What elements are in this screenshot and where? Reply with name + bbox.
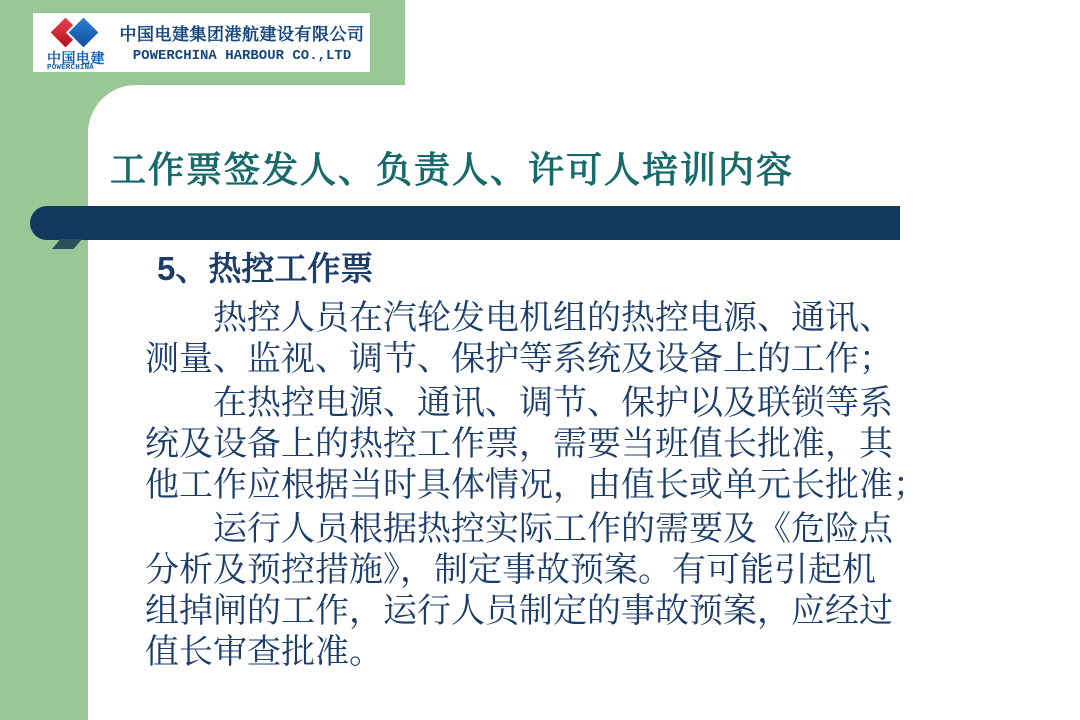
company-name-zh: 中国电建集团港航建设有限公司	[119, 25, 365, 44]
body-line: 分析及预控措施》，制定事故预案。有可能引起机	[145, 552, 876, 589]
body-line: 测量、监视、调节、保护等系统及设备上的工作；	[145, 341, 893, 378]
body-line: 统及设备上的热控工作票，需要当班值长批准，其	[145, 426, 893, 463]
divider-bar	[30, 206, 900, 240]
company-name-en: POWERCHINA HARBOUR CO.,LTD	[132, 48, 352, 64]
body-line: 在热控电源、通讯、调节、保护以及联锁等系	[213, 385, 893, 422]
company-name	[119, 20, 365, 64]
body-line: 他工作应根据当时具体情况，由值长或单元长批准；	[145, 467, 927, 504]
logo-wordmark-zh: 中国电建	[47, 50, 105, 66]
powerchina-logo-icon	[49, 17, 105, 47]
logo-blue-diamond-icon	[69, 18, 99, 48]
body-line: 热控人员在汽轮发电机组的热控电源、通讯、	[213, 300, 893, 337]
company-logo-box	[33, 13, 370, 72]
slide-title: 工作票签发人、负责人、许可人培训内容	[110, 149, 795, 190]
logo-wordmark-en: POWERCHINA	[47, 64, 95, 72]
body-line: 值长审查批准。	[145, 634, 383, 671]
body-line: 组掉闸的工作，运行人员制定的事故预案，应经过	[145, 593, 893, 630]
section-heading: 5、热控工作票	[157, 250, 374, 287]
body-text	[145, 248, 955, 673]
body-line: 运行人员根据热控实际工作的需要及《危险点	[213, 511, 893, 548]
left-green-sidebar	[0, 0, 88, 720]
